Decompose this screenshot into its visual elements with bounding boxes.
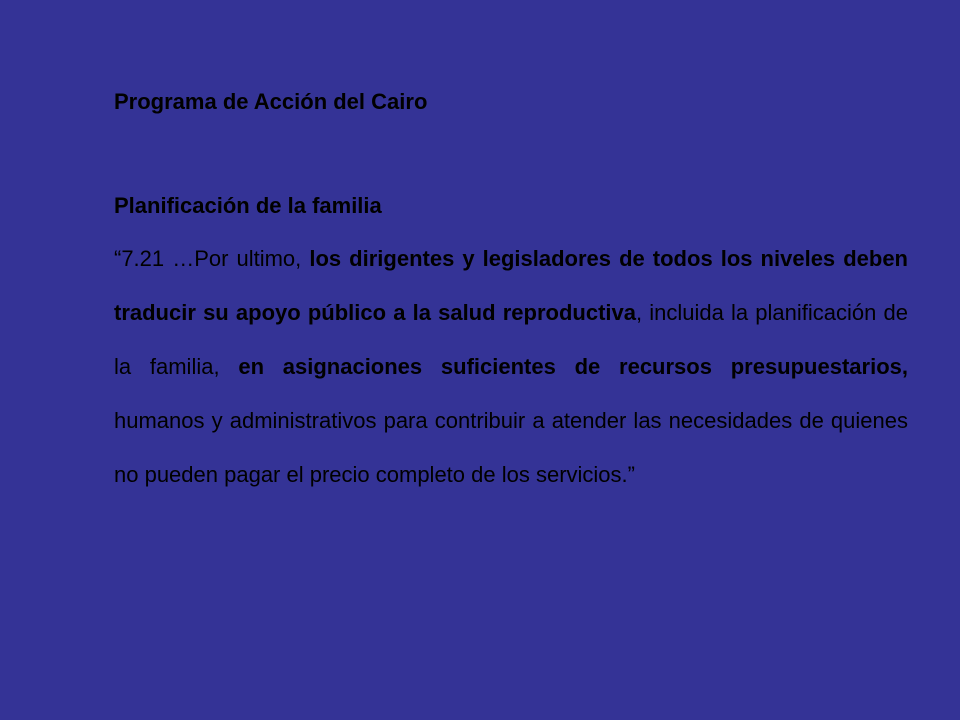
quote-paragraph	[114, 232, 908, 502]
quote-segment-1: “7.21 …Por ultimo,	[114, 246, 310, 271]
slide-subtitle: Planificación de la familia	[114, 193, 382, 218]
quote-segment-2-bold: los dirigentes y legisladores de todos los niveles deben traducir su apoyo público a la salud reproductiva	[114, 246, 908, 325]
quote-segment-5: humanos y administrativos para contribuir a atender las necesidades de quienes no pueden pagar el precio completo de los servicios.”	[114, 408, 908, 487]
slide-title: Programa de Acción del Cairo	[114, 89, 428, 114]
quote-segment-4-bold: en asignaciones suficientes de recursos presupuestarios,	[238, 354, 908, 379]
quote-segment-3: , incluida la planificación de la familia,	[114, 300, 908, 379]
